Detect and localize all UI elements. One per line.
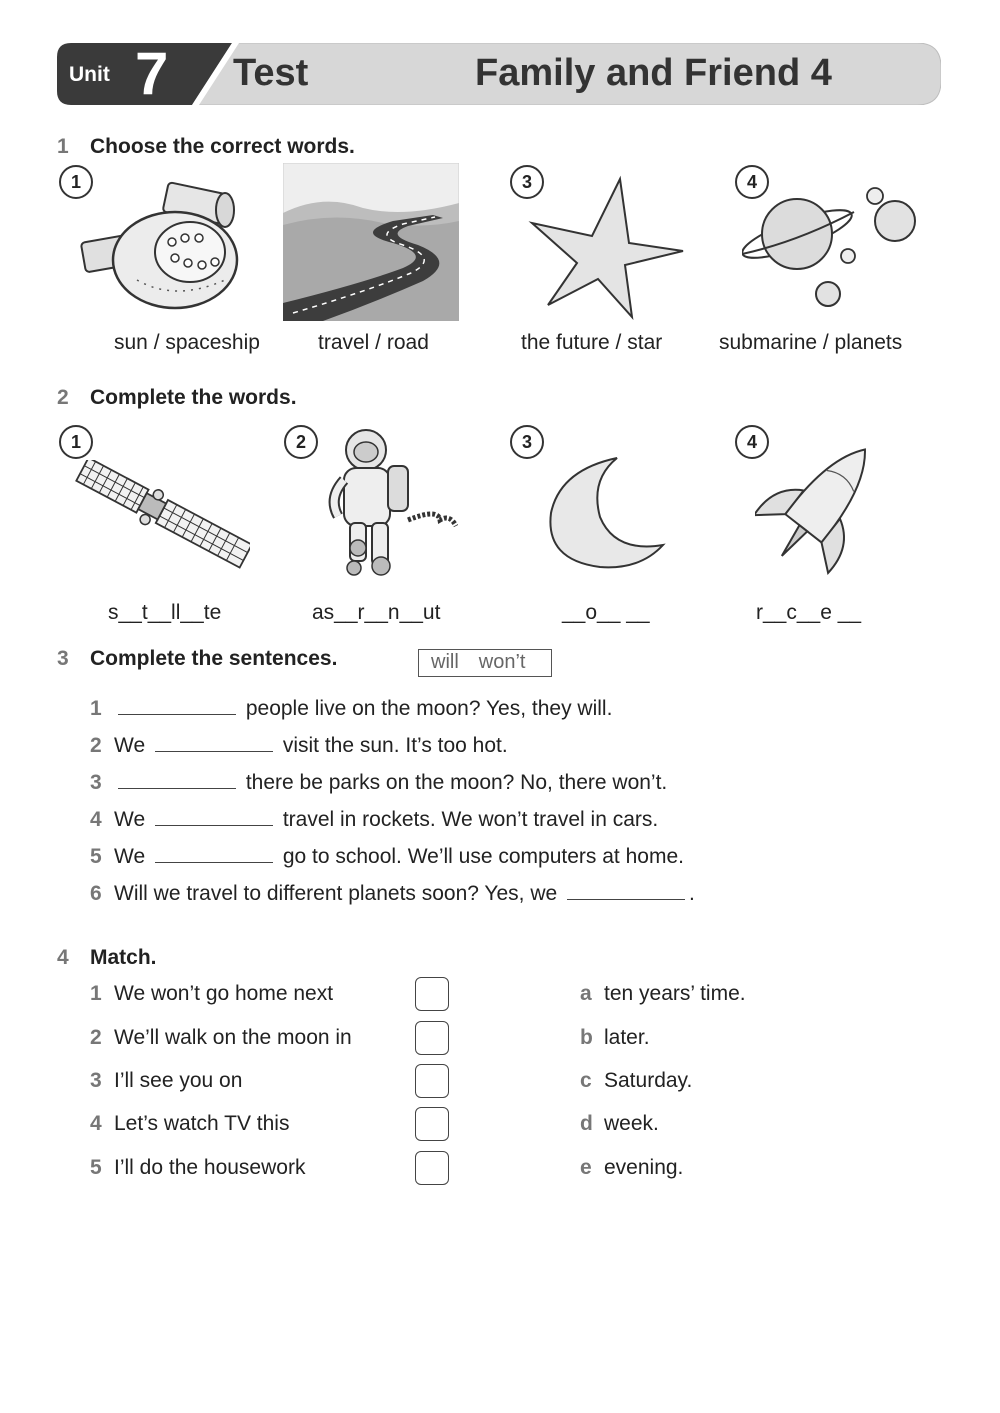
answer-blank[interactable]: [118, 696, 236, 715]
match-number: 3: [90, 1069, 102, 1092]
match-left-item: [90, 1026, 352, 1050]
sentence-text: Will we travel to different planets soon? Yes, we: [114, 882, 558, 905]
sentence-text: visit the sun. It’s too hot.: [282, 734, 508, 757]
section-3-heading: [57, 647, 337, 671]
section-number: 3: [57, 647, 69, 670]
satellite-icon: [70, 460, 250, 575]
match-answer-box[interactable]: [415, 1021, 449, 1055]
match-letter: b: [580, 1026, 593, 1049]
item-caption: travel / road: [318, 331, 429, 354]
rocket-icon: [755, 434, 885, 580]
match-text: We won’t go home next: [114, 982, 334, 1005]
match-text: I’ll see you on: [114, 1069, 243, 1092]
section-4-heading: [57, 946, 157, 970]
item-number-badge: 4: [735, 425, 769, 459]
match-text: later.: [604, 1026, 650, 1049]
word-option: will: [431, 651, 459, 673]
page-header: [57, 40, 941, 107]
match-text: We’ll walk on the moon in: [114, 1026, 352, 1049]
answer-blank[interactable]: [118, 770, 236, 789]
unit-label: Unit: [69, 63, 110, 86]
sentence-row: [90, 770, 667, 795]
sentence-number: 4: [90, 808, 102, 831]
answer-blank[interactable]: [155, 733, 273, 752]
match-text: week.: [604, 1112, 659, 1135]
word-box: [418, 649, 552, 677]
match-answer-box[interactable]: [415, 1107, 449, 1141]
sentence-row: [90, 696, 612, 721]
match-left-item: [90, 1069, 242, 1093]
section-number: 4: [57, 946, 69, 969]
sentence-text: there be parks on the moon? No, there won’t.: [245, 771, 668, 794]
word-option: won’t: [478, 651, 526, 673]
section-1-heading: [57, 135, 355, 159]
match-number: 4: [90, 1112, 102, 1135]
match-answer-box[interactable]: [415, 1064, 449, 1098]
match-answer-box[interactable]: [415, 1151, 449, 1185]
match-text: ten years’ time.: [604, 982, 746, 1005]
item-number-badge: 3: [510, 165, 544, 199]
astronaut-icon: [328, 428, 458, 580]
item-caption: s__t__ll__te: [108, 601, 222, 624]
match-text: I’ll do the housework: [114, 1156, 306, 1179]
match-text: Let’s watch TV this: [114, 1112, 290, 1135]
sentence-row: [90, 844, 684, 869]
match-number: 1: [90, 982, 102, 1005]
match-right-item: [580, 982, 746, 1006]
match-text: Saturday.: [604, 1069, 693, 1092]
sentence-text: .: [689, 882, 695, 905]
sentence-text: go to school. We’ll use computers at home.: [282, 845, 684, 868]
section-number: 1: [57, 135, 69, 158]
item-number-badge: 1: [59, 165, 93, 199]
sentence-number: 3: [90, 771, 102, 794]
item-caption: as__r__n__ut: [312, 601, 441, 624]
section-title: Complete the words.: [90, 386, 297, 409]
road-icon: [283, 163, 459, 321]
sentence-text: We: [114, 734, 146, 757]
item-number-badge: 4: [735, 165, 769, 199]
sentence-number: 2: [90, 734, 102, 757]
sentence-number: 6: [90, 882, 102, 905]
match-right-item: [580, 1112, 659, 1136]
match-right-item: [580, 1156, 683, 1180]
answer-blank[interactable]: [155, 844, 273, 863]
item-number-badge: 3: [510, 425, 544, 459]
sentence-row: [90, 881, 695, 906]
item-number-badge: 2: [284, 425, 318, 459]
section-2-heading: [57, 386, 297, 410]
match-right-item: [580, 1026, 650, 1050]
sentence-row: [90, 807, 658, 832]
sentence-text: We: [114, 845, 146, 868]
match-left-item: [90, 1112, 289, 1136]
page-title: Test: [233, 52, 309, 94]
section-title: Complete the sentences.: [90, 647, 338, 670]
match-letter: e: [580, 1156, 592, 1179]
book-title: Family and Friend 4: [475, 52, 832, 94]
section-title: Choose the correct words.: [90, 135, 355, 158]
item-caption: __o__ __: [562, 601, 650, 624]
answer-blank[interactable]: [155, 807, 273, 826]
sentence-number: 1: [90, 697, 102, 720]
sentence-text: travel in rockets. We won’t travel in cars.: [282, 808, 659, 831]
match-left-item: [90, 982, 333, 1006]
section-title: Match.: [90, 946, 157, 969]
item-number-badge: 1: [59, 425, 93, 459]
match-answer-box[interactable]: [415, 977, 449, 1011]
item-caption: submarine / planets: [719, 331, 903, 354]
sentence-row: [90, 733, 508, 758]
match-letter: a: [580, 982, 592, 1005]
match-letter: d: [580, 1112, 593, 1135]
match-text: evening.: [604, 1156, 684, 1179]
item-caption: sun / spaceship: [114, 331, 260, 354]
moon-icon: [545, 455, 670, 570]
match-right-item: [580, 1069, 692, 1093]
section-number: 2: [57, 386, 69, 409]
answer-blank[interactable]: [567, 881, 685, 900]
match-left-item: [90, 1156, 305, 1180]
sentence-text: We: [114, 808, 146, 831]
match-letter: c: [580, 1069, 592, 1092]
sentence-text: people live on the moon? Yes, they will.: [245, 697, 613, 720]
item-caption: r__c__e __: [756, 601, 862, 624]
star-icon: [528, 175, 688, 320]
sentence-number: 5: [90, 845, 102, 868]
item-caption: the future / star: [521, 331, 663, 354]
match-number: 2: [90, 1026, 102, 1049]
planets-icon: [742, 184, 922, 310]
unit-number: 7: [135, 40, 169, 107]
match-number: 5: [90, 1156, 102, 1179]
spaceship-icon: [75, 180, 240, 315]
